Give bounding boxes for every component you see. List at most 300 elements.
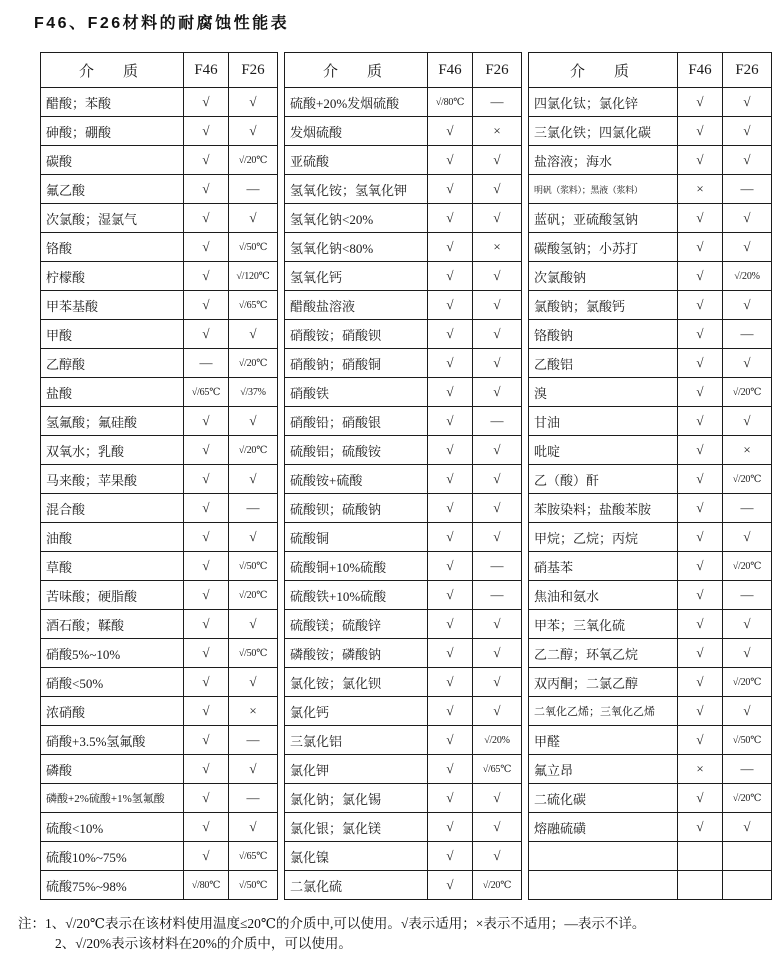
f26-value-cell: — — [723, 581, 772, 610]
medium-cell: 硫酸75%~98% — [41, 871, 184, 900]
table-row — [41, 755, 278, 784]
f26-value-cell: √ — [473, 320, 522, 349]
f46-value-cell: √ — [428, 349, 473, 378]
table-row — [529, 668, 772, 697]
f46-value-cell: √ — [184, 117, 229, 146]
f26-value-cell: √ — [473, 784, 522, 813]
corrosion-table-right — [528, 52, 772, 900]
f26-value-cell: √/20℃ — [723, 552, 772, 581]
f46-value-cell: √ — [678, 378, 723, 407]
medium-cell: 硝酸<50% — [41, 668, 184, 697]
f26-value-cell: √/20℃ — [723, 668, 772, 697]
table-row — [285, 552, 522, 581]
table-row — [529, 88, 772, 117]
note-line-1: 注：1、√/20℃表示在该材料使用温度≤20℃的介质中,可以使用。√表示适用；×表示不适用；—表示不详。 — [18, 916, 646, 931]
header-medium: 介 质 — [285, 53, 428, 88]
table-row — [285, 465, 522, 494]
f26-value-cell: √ — [229, 668, 278, 697]
f46-value-cell: √ — [678, 320, 723, 349]
table-row — [41, 320, 278, 349]
table-row — [285, 146, 522, 175]
table-row — [529, 813, 772, 842]
table-row — [529, 262, 772, 291]
f46-value-cell: √ — [184, 291, 229, 320]
table-row — [41, 436, 278, 465]
f26-value-cell: √ — [473, 697, 522, 726]
medium-cell: 二硫化碳 — [529, 784, 678, 813]
f46-value-cell: √ — [678, 117, 723, 146]
table-row — [285, 320, 522, 349]
table-row — [285, 813, 522, 842]
table-row — [41, 378, 278, 407]
f46-value-cell: √ — [678, 523, 723, 552]
f26-value-cell: √/65℃ — [473, 755, 522, 784]
f46-value-cell: √ — [184, 726, 229, 755]
f46-value-cell: √ — [678, 465, 723, 494]
table-row — [41, 88, 278, 117]
medium-cell: 硫酸铵+硫酸 — [285, 465, 428, 494]
header-row — [285, 53, 522, 88]
f26-value-cell — [723, 871, 772, 900]
medium-cell: 乙（酸）酐 — [529, 465, 678, 494]
f26-value-cell: — — [723, 175, 772, 204]
f26-value-cell: √/20℃ — [723, 465, 772, 494]
table-row — [529, 610, 772, 639]
f46-value-cell — [678, 871, 723, 900]
f46-value-cell: √ — [678, 88, 723, 117]
table-row — [285, 88, 522, 117]
f46-value-cell: √ — [678, 204, 723, 233]
f26-value-cell: √/20% — [473, 726, 522, 755]
f46-value-cell: √ — [428, 755, 473, 784]
f26-value-cell: √ — [473, 494, 522, 523]
f26-value-cell: — — [473, 552, 522, 581]
f46-value-cell: √ — [184, 610, 229, 639]
table-row — [529, 755, 772, 784]
f46-value-cell: √ — [428, 610, 473, 639]
table-row — [41, 784, 278, 813]
f46-value-cell: √ — [678, 233, 723, 262]
table-row — [41, 639, 278, 668]
table-row — [285, 436, 522, 465]
table-row — [41, 726, 278, 755]
f46-value-cell: √ — [678, 610, 723, 639]
table-row — [285, 871, 522, 900]
f46-value-cell: √ — [678, 697, 723, 726]
f26-value-cell: √/65℃ — [229, 842, 278, 871]
table-row — [529, 697, 772, 726]
table-row — [285, 784, 522, 813]
table-row — [529, 233, 772, 262]
medium-cell: 氯化钠；氯化锡 — [285, 784, 428, 813]
f46-value-cell: √ — [184, 233, 229, 262]
f26-value-cell: √ — [723, 117, 772, 146]
table-row — [529, 407, 772, 436]
medium-cell: 氟乙酸 — [41, 175, 184, 204]
f46-value-cell: — — [184, 349, 229, 378]
medium-cell: 马来酸；苹果酸 — [41, 465, 184, 494]
table-row — [41, 465, 278, 494]
medium-cell: 氢氟酸；氟硅酸 — [41, 407, 184, 436]
header-row — [529, 53, 772, 88]
f26-value-cell: √/37% — [229, 378, 278, 407]
medium-cell: 发烟硫酸 — [285, 117, 428, 146]
table-row — [285, 842, 522, 871]
table-row — [285, 639, 522, 668]
f26-value-cell: — — [229, 494, 278, 523]
medium-cell: 硝酸5%~10% — [41, 639, 184, 668]
medium-cell: 三氯化铝 — [285, 726, 428, 755]
medium-cell: 次氯酸钠 — [529, 262, 678, 291]
f26-value-cell: × — [473, 117, 522, 146]
f46-value-cell: √ — [678, 291, 723, 320]
f46-value-cell: √ — [428, 175, 473, 204]
f46-value-cell: √ — [678, 668, 723, 697]
f26-value-cell: √ — [723, 88, 772, 117]
medium-cell: 氟立昂 — [529, 755, 678, 784]
table-row — [529, 842, 772, 871]
header-f46: F46 — [678, 53, 723, 88]
medium-cell: 硝酸+3.5%氢氟酸 — [41, 726, 184, 755]
table-row — [41, 146, 278, 175]
table-row — [529, 871, 772, 900]
medium-cell: 硝酸钠；硝酸铜 — [285, 349, 428, 378]
header-f46: F46 — [428, 53, 473, 88]
f26-value-cell: √ — [723, 813, 772, 842]
f26-value-cell: — — [473, 407, 522, 436]
header-medium: 介 质 — [41, 53, 184, 88]
f46-value-cell: √ — [678, 552, 723, 581]
table-row — [529, 146, 772, 175]
f26-value-cell: √ — [473, 465, 522, 494]
medium-cell: 氯化钾 — [285, 755, 428, 784]
f46-value-cell: √ — [184, 668, 229, 697]
f26-value-cell: √/20℃ — [229, 436, 278, 465]
f26-value-cell: — — [229, 784, 278, 813]
medium-cell: 铬酸钠 — [529, 320, 678, 349]
medium-cell: 硫酸+20%发烟硫酸 — [285, 88, 428, 117]
f26-value-cell: √/120℃ — [229, 262, 278, 291]
f46-value-cell: √ — [184, 320, 229, 349]
medium-cell: 硫酸铝；硫酸铵 — [285, 436, 428, 465]
medium-cell: 硫酸<10% — [41, 813, 184, 842]
f26-value-cell: √ — [723, 407, 772, 436]
f46-value-cell: √ — [184, 842, 229, 871]
medium-cell: 双丙酮；二氯乙醇 — [529, 668, 678, 697]
f46-value-cell: √ — [428, 523, 473, 552]
f26-value-cell: √ — [229, 755, 278, 784]
f26-value-cell: √/20% — [723, 262, 772, 291]
medium-cell: 双氧水；乳酸 — [41, 436, 184, 465]
footnotes — [18, 914, 645, 953]
f46-value-cell: √ — [428, 407, 473, 436]
f46-value-cell: √/65℃ — [184, 378, 229, 407]
table-row — [41, 291, 278, 320]
f26-value-cell: √ — [473, 146, 522, 175]
f46-value-cell: √ — [428, 465, 473, 494]
f46-value-cell: √ — [428, 726, 473, 755]
f26-value-cell: √ — [723, 204, 772, 233]
table-row — [285, 262, 522, 291]
f46-value-cell: √ — [428, 204, 473, 233]
f46-value-cell: √ — [184, 552, 229, 581]
medium-cell: 亚硫酸 — [285, 146, 428, 175]
table-row — [529, 175, 772, 204]
table-row — [529, 726, 772, 755]
table-row — [529, 581, 772, 610]
medium-cell: 浓硝酸 — [41, 697, 184, 726]
table-row — [285, 494, 522, 523]
table-row — [41, 204, 278, 233]
table-row — [285, 233, 522, 262]
f46-value-cell: √ — [428, 233, 473, 262]
medium-cell: 氢氧化铵；氢氧化钾 — [285, 175, 428, 204]
header-f26: F26 — [723, 53, 772, 88]
table-row — [529, 320, 772, 349]
f46-value-cell: √ — [184, 88, 229, 117]
table-row — [285, 668, 522, 697]
f46-value-cell: √ — [428, 813, 473, 842]
medium-cell: 蓝矾；亚硫酸氢钠 — [529, 204, 678, 233]
f46-value-cell: √ — [678, 581, 723, 610]
f46-value-cell: √ — [428, 697, 473, 726]
medium-cell — [529, 842, 678, 871]
f26-value-cell: √ — [229, 407, 278, 436]
f46-value-cell: √ — [428, 378, 473, 407]
f26-value-cell: √ — [229, 117, 278, 146]
f46-value-cell: √ — [428, 494, 473, 523]
table-row — [529, 494, 772, 523]
table-row — [41, 494, 278, 523]
table-row — [41, 233, 278, 262]
f26-value-cell: √ — [229, 88, 278, 117]
f46-value-cell: × — [678, 755, 723, 784]
f26-value-cell — [723, 842, 772, 871]
corrosion-table-left — [40, 52, 278, 900]
medium-cell: 氯化钙 — [285, 697, 428, 726]
f26-value-cell: × — [723, 436, 772, 465]
medium-cell: 苯胺染料；盐酸苯胺 — [529, 494, 678, 523]
medium-cell: 混合酸 — [41, 494, 184, 523]
table-row — [529, 349, 772, 378]
medium-cell — [529, 871, 678, 900]
f46-value-cell: √ — [428, 436, 473, 465]
medium-cell: 二氧化乙烯；三氧化乙烯 — [529, 697, 678, 726]
f26-value-cell: √ — [723, 146, 772, 175]
f26-value-cell: — — [723, 755, 772, 784]
medium-cell: 碳酸 — [41, 146, 184, 175]
f46-value-cell: √ — [428, 842, 473, 871]
f46-value-cell: √ — [184, 146, 229, 175]
f46-value-cell: √ — [184, 465, 229, 494]
f26-value-cell: √ — [473, 436, 522, 465]
f26-value-cell: √/50℃ — [229, 871, 278, 900]
f26-value-cell: √ — [473, 378, 522, 407]
medium-cell: 硫酸铜+10%硫酸 — [285, 552, 428, 581]
f46-value-cell: √ — [428, 784, 473, 813]
f26-value-cell: √ — [723, 697, 772, 726]
f26-value-cell: √ — [473, 291, 522, 320]
f26-value-cell: √ — [229, 465, 278, 494]
medium-cell: 甲醛 — [529, 726, 678, 755]
table-row — [285, 523, 522, 552]
medium-cell: 二氯化硫 — [285, 871, 428, 900]
f46-value-cell: √ — [428, 871, 473, 900]
note-line-2: 2、√/20%表示该材料在20%的介质中，可以使用。 — [55, 935, 352, 951]
medium-cell: 吡啶 — [529, 436, 678, 465]
f26-value-cell: √ — [473, 204, 522, 233]
medium-cell: 盐溶液；海水 — [529, 146, 678, 175]
f46-value-cell: √ — [428, 639, 473, 668]
table-row — [285, 117, 522, 146]
medium-cell: 硝基苯 — [529, 552, 678, 581]
f26-value-cell: √/50℃ — [723, 726, 772, 755]
f46-value-cell: √ — [184, 204, 229, 233]
header-f46: F46 — [184, 53, 229, 88]
medium-cell: 焦油和氨水 — [529, 581, 678, 610]
medium-cell: 磷酸铵；磷酸钠 — [285, 639, 428, 668]
f46-value-cell: √ — [428, 262, 473, 291]
table-row — [285, 726, 522, 755]
medium-cell: 醋酸盐溶液 — [285, 291, 428, 320]
medium-cell: 明矾（浆料）；黑液（浆料） — [529, 175, 678, 204]
medium-cell: 熔融硫磺 — [529, 813, 678, 842]
table-row — [41, 871, 278, 900]
medium-cell: 甘油 — [529, 407, 678, 436]
f46-value-cell: √ — [428, 291, 473, 320]
table-row — [41, 523, 278, 552]
f26-value-cell: — — [473, 88, 522, 117]
f46-value-cell: √ — [678, 349, 723, 378]
medium-cell: 硫酸铁+10%硫酸 — [285, 581, 428, 610]
f26-value-cell: √ — [473, 639, 522, 668]
f46-value-cell: √ — [678, 726, 723, 755]
f46-value-cell: √ — [184, 262, 229, 291]
medium-cell: 苦味酸；硬脂酸 — [41, 581, 184, 610]
f46-value-cell: √/80℃ — [184, 871, 229, 900]
f46-value-cell: √ — [428, 117, 473, 146]
f46-value-cell: √ — [428, 668, 473, 697]
table-row — [285, 407, 522, 436]
medium-cell: 硫酸10%~75% — [41, 842, 184, 871]
f26-value-cell: — — [473, 581, 522, 610]
medium-cell: 铬酸 — [41, 233, 184, 262]
table-row — [41, 668, 278, 697]
medium-cell: 甲苯；三氧化硫 — [529, 610, 678, 639]
medium-cell: 柠檬酸 — [41, 262, 184, 291]
f46-value-cell: √ — [184, 494, 229, 523]
f26-value-cell: √/50℃ — [229, 639, 278, 668]
table-row — [41, 117, 278, 146]
medium-cell: 甲苯基酸 — [41, 291, 184, 320]
medium-cell: 氢氧化钙 — [285, 262, 428, 291]
medium-cell: 磷酸 — [41, 755, 184, 784]
f46-value-cell: √ — [428, 320, 473, 349]
medium-cell: 三氯化铁；四氯化碳 — [529, 117, 678, 146]
table-row — [529, 523, 772, 552]
medium-cell: 氢氧化钠<80% — [285, 233, 428, 262]
f46-value-cell: √ — [678, 146, 723, 175]
f26-value-cell: — — [229, 175, 278, 204]
table-row — [529, 552, 772, 581]
f26-value-cell: √/50℃ — [229, 552, 278, 581]
f26-value-cell: √/20℃ — [723, 378, 772, 407]
tables-row — [40, 52, 772, 900]
f26-value-cell: √ — [723, 610, 772, 639]
f46-value-cell: √ — [184, 697, 229, 726]
f26-value-cell: — — [723, 320, 772, 349]
f46-value-cell: √/80℃ — [428, 88, 473, 117]
f26-value-cell: — — [723, 494, 772, 523]
medium-cell: 酒石酸；鞣酸 — [41, 610, 184, 639]
f26-value-cell: √/20℃ — [229, 349, 278, 378]
table-row — [285, 349, 522, 378]
medium-cell: 氯酸钠；氯酸钙 — [529, 291, 678, 320]
table-row — [285, 697, 522, 726]
f46-value-cell: √ — [678, 494, 723, 523]
medium-cell: 草酸 — [41, 552, 184, 581]
medium-cell: 乙二醇；环氧乙烷 — [529, 639, 678, 668]
f46-value-cell: √ — [678, 813, 723, 842]
f26-value-cell: √/20℃ — [473, 871, 522, 900]
table-row — [529, 639, 772, 668]
medium-cell: 油酸 — [41, 523, 184, 552]
medium-cell: 醋酸；苯酸 — [41, 88, 184, 117]
table-row — [41, 262, 278, 291]
f26-value-cell: √ — [473, 610, 522, 639]
f26-value-cell: √ — [229, 813, 278, 842]
header-medium: 介 质 — [529, 53, 678, 88]
medium-cell: 氯化铵；氯化钡 — [285, 668, 428, 697]
table-row — [41, 407, 278, 436]
medium-cell: 硫酸镁；硫酸锌 — [285, 610, 428, 639]
f26-value-cell: √/65℃ — [229, 291, 278, 320]
medium-cell: 碳酸氢钠；小苏打 — [529, 233, 678, 262]
medium-cell: 氯化银；氯化镁 — [285, 813, 428, 842]
table-row — [285, 291, 522, 320]
table-row — [285, 581, 522, 610]
f46-value-cell: √ — [184, 407, 229, 436]
f46-value-cell: √ — [678, 436, 723, 465]
f46-value-cell — [678, 842, 723, 871]
f26-value-cell: √ — [723, 523, 772, 552]
f26-value-cell: √ — [229, 610, 278, 639]
table-row — [285, 755, 522, 784]
f26-value-cell: √/20℃ — [723, 784, 772, 813]
medium-cell: 砷酸；硼酸 — [41, 117, 184, 146]
header-f26: F26 — [473, 53, 522, 88]
table-row — [285, 378, 522, 407]
medium-cell: 盐酸 — [41, 378, 184, 407]
f26-value-cell: √ — [229, 320, 278, 349]
f46-value-cell: √ — [678, 407, 723, 436]
f26-value-cell: √ — [473, 523, 522, 552]
f46-value-cell: √ — [184, 813, 229, 842]
table-row — [285, 610, 522, 639]
f26-value-cell: √ — [723, 233, 772, 262]
f26-value-cell: √ — [473, 842, 522, 871]
f46-value-cell: √ — [678, 639, 723, 668]
f26-value-cell: √ — [473, 262, 522, 291]
f46-value-cell: √ — [184, 581, 229, 610]
medium-cell: 磷酸+2%硫酸+1%氢氟酸 — [41, 784, 184, 813]
table-row — [41, 842, 278, 871]
f26-value-cell: √ — [473, 668, 522, 697]
table-row — [41, 697, 278, 726]
f46-value-cell: √ — [184, 755, 229, 784]
medium-cell: 次氯酸；湿氯气 — [41, 204, 184, 233]
header-f26: F26 — [229, 53, 278, 88]
